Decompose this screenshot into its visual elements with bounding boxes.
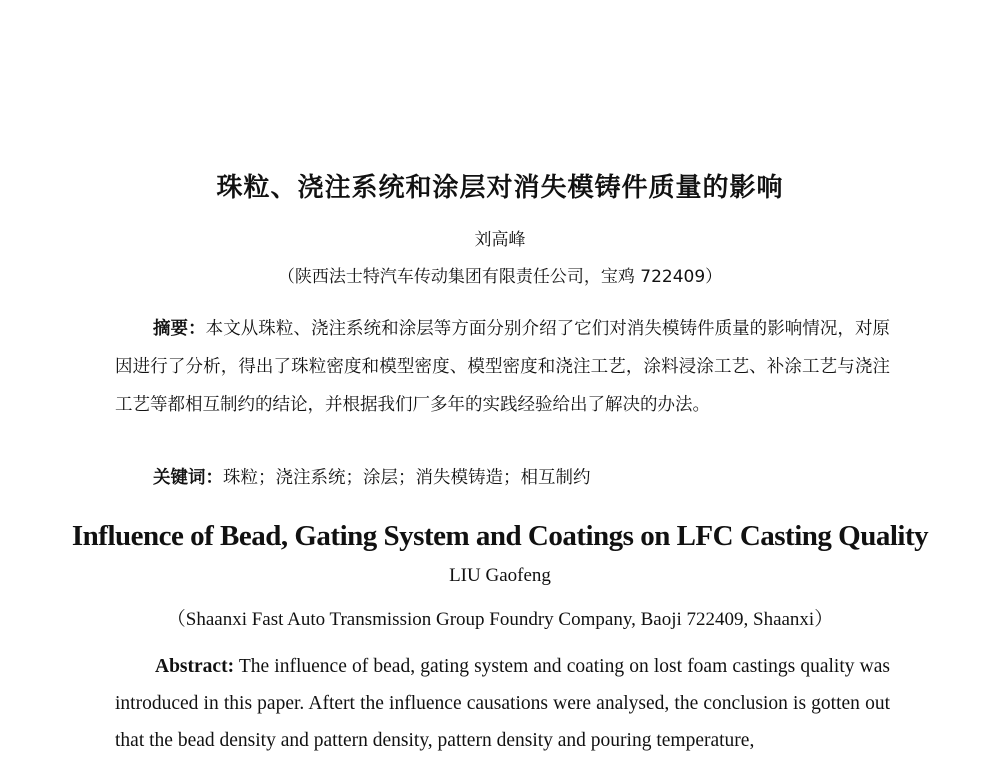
chinese-abstract-text: 本文从珠粒、浇注系统和涂层等方面分别介绍了它们对消失模铸件质量的影响情况，对原因进行了分析，得出了珠粒密度和模型密度、模型密度和浇注工艺，涂料浸涂工艺、补涂工艺与浇注工艺等都相互制约的结论，并根据我们厂多年的实践经验给出了解决的办法。 xyxy=(115,319,891,415)
english-author: LIU Gaofeng xyxy=(449,565,551,586)
english-abstract-label: Abstract: xyxy=(155,656,235,677)
english-affiliation: （Shaanxi Fast Auto Transmission Group Foundry Company, Baoji 722409, Shaanxi） xyxy=(166,609,834,630)
english-abstract xyxy=(115,648,890,759)
chinese-keywords-text: 珠粒；浇注系统；涂层；消失模铸造；相互制约 xyxy=(223,468,591,488)
chinese-abstract xyxy=(115,310,890,424)
chinese-keywords-label: 关键词： xyxy=(153,468,223,488)
chinese-affiliation: （陕西法士特汽车传动集团有限责任公司，宝鸡 722409） xyxy=(277,267,723,287)
chinese-title: 珠粒、浇注系统和涂层对消失模铸件质量的影响 xyxy=(216,173,784,203)
chinese-keywords xyxy=(153,464,591,489)
english-abstract-text: The influence of bead, gating system and coating on lost foam castings quality was introduced in this paper. Aftert the influence causations were analysed, the conclusion is gotten out that the bead density and pattern density, pattern density and pouring temperature, xyxy=(115,656,890,751)
chinese-author: 刘高峰 xyxy=(474,230,526,250)
chinese-abstract-label: 摘要： xyxy=(153,319,206,339)
english-title: Influence of Bead, Gating System and Coatings on LFC Casting Quality xyxy=(71,520,929,552)
